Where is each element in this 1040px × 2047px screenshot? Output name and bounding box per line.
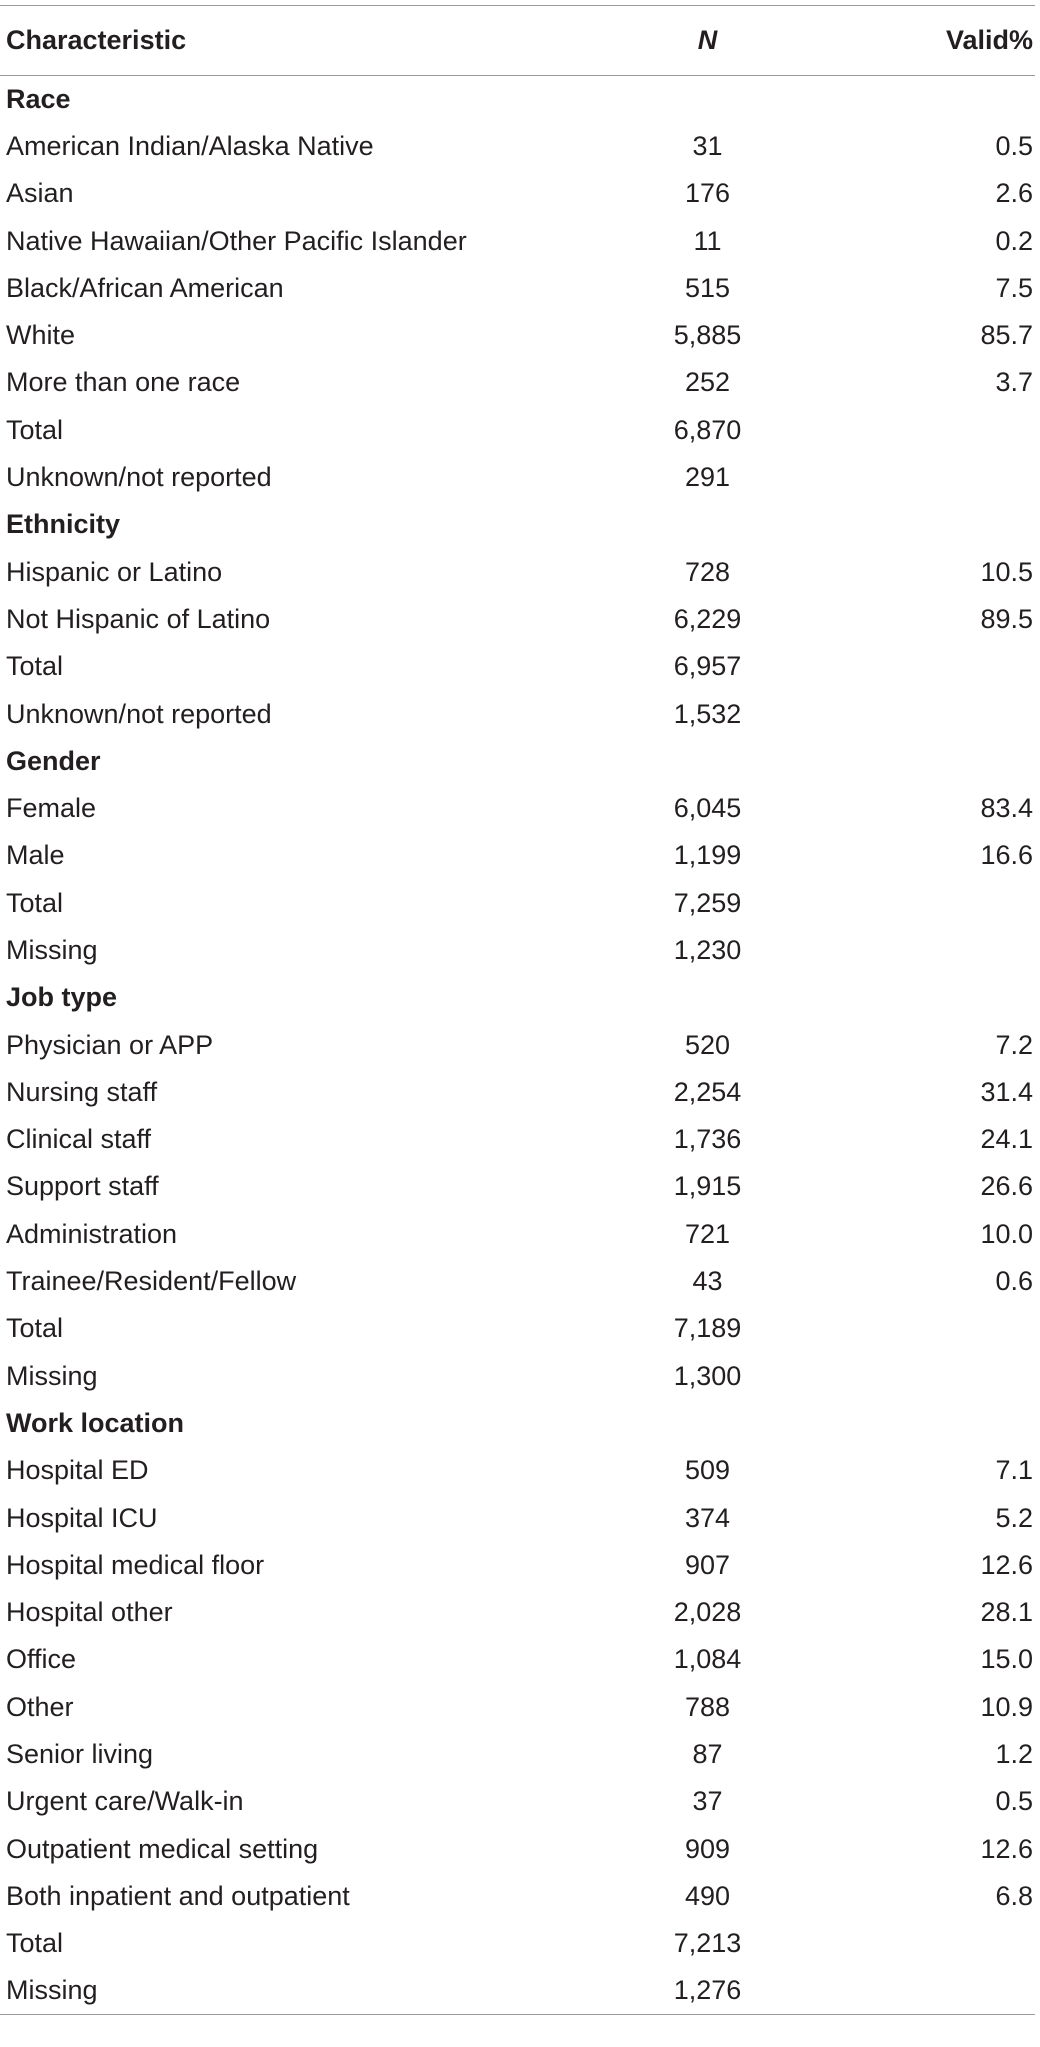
row-valid-percent: 16.6 <box>980 840 1033 871</box>
row-n-value: 907 <box>684 1549 731 1580</box>
row-label: Nursing staff <box>6 1076 158 1107</box>
row-valid-percent: 12.6 <box>980 1833 1033 1864</box>
row-n-value: 6,045 <box>673 793 742 824</box>
row-n-value: 5,885 <box>673 320 742 351</box>
table-header <box>0 6 1035 76</box>
section-header-row <box>0 76 1035 123</box>
table-row <box>0 1116 1035 1163</box>
section-header-row <box>0 1400 1035 1447</box>
row-valid-percent: 0.5 <box>995 1786 1033 1817</box>
table-row <box>0 1211 1035 1258</box>
row-label: American Indian/Alaska Native <box>6 130 374 161</box>
section-title: Work location <box>6 1407 185 1438</box>
row-label: Missing <box>6 1360 98 1391</box>
table-row <box>0 1873 1035 1920</box>
table-row <box>0 1636 1035 1683</box>
row-valid-percent <box>850 880 1035 927</box>
row-label: Total <box>6 1928 64 1959</box>
table-row <box>0 880 1035 927</box>
row-label: Hospital ICU <box>6 1502 158 1533</box>
row-label: Hispanic or Latino <box>6 556 223 587</box>
row-valid-percent: 31.4 <box>980 1076 1033 1107</box>
section-header-row <box>0 501 1035 548</box>
demographics-table-container <box>0 5 1035 2015</box>
row-n-value: 509 <box>684 1455 731 1486</box>
section-header-row <box>0 974 1035 1021</box>
section-title: Ethnicity <box>6 509 121 540</box>
row-label: Hospital other <box>6 1597 173 1628</box>
table-row <box>0 217 1035 264</box>
row-valid-percent <box>850 643 1035 690</box>
table-row <box>0 548 1035 595</box>
row-n-value: 1,230 <box>673 934 742 965</box>
table-row <box>0 690 1035 737</box>
table-row <box>0 312 1035 359</box>
row-valid-percent <box>850 927 1035 974</box>
row-n-value: 7,189 <box>673 1313 742 1344</box>
row-label: Outpatient medical setting <box>6 1833 319 1864</box>
row-label: Total <box>6 887 64 918</box>
row-valid-percent: 7.5 <box>995 272 1033 303</box>
row-valid-percent: 26.6 <box>980 1171 1033 1202</box>
row-n-value: 7,213 <box>673 1928 742 1959</box>
table-row <box>0 785 1035 832</box>
row-label: Not Hispanic of Latino <box>6 603 271 634</box>
table-row <box>0 1825 1035 1872</box>
row-label: Total <box>6 651 64 682</box>
table-row <box>0 1021 1035 1068</box>
row-valid-percent: 89.5 <box>980 603 1033 634</box>
row-n-value: 1,915 <box>673 1171 742 1202</box>
row-n-value: 7,259 <box>673 887 742 918</box>
row-n-value: 1,300 <box>673 1360 742 1391</box>
row-label: Support staff <box>6 1171 159 1202</box>
table-row <box>0 265 1035 312</box>
row-label: Total <box>6 1313 64 1344</box>
table-row <box>0 1353 1035 1400</box>
table-row <box>0 1494 1035 1541</box>
row-n-value: 6,957 <box>673 651 742 682</box>
row-n-value: 490 <box>684 1880 731 1911</box>
table-row <box>0 832 1035 879</box>
demographics-table <box>0 5 1035 2015</box>
table-row <box>0 1447 1035 1494</box>
table-row <box>0 1920 1035 1967</box>
row-valid-percent: 85.7 <box>980 320 1033 351</box>
row-n-value: 2,254 <box>673 1076 742 1107</box>
row-valid-percent <box>850 1353 1035 1400</box>
row-valid-percent: 6.8 <box>995 1880 1033 1911</box>
header-characteristic: Characteristic <box>0 6 565 76</box>
row-label: Male <box>6 840 65 871</box>
table-row <box>0 1967 1035 2014</box>
row-n-value: 1,736 <box>673 1124 742 1155</box>
row-label: Trainee/Resident/Fellow <box>6 1266 297 1297</box>
row-n-value: 31 <box>692 130 723 161</box>
row-label: Missing <box>6 934 98 965</box>
row-valid-percent <box>850 1305 1035 1352</box>
row-n-value: 374 <box>684 1502 731 1533</box>
row-n-value: 788 <box>684 1691 731 1722</box>
row-valid-percent: 5.2 <box>995 1502 1033 1533</box>
row-valid-percent <box>850 1967 1035 2014</box>
row-label: Asian <box>6 178 74 209</box>
row-n-value: 520 <box>684 1029 731 1060</box>
table-row <box>0 454 1035 501</box>
row-label: Unknown/not reported <box>6 462 272 493</box>
row-n-value: 1,532 <box>673 698 742 729</box>
table-row <box>0 123 1035 170</box>
row-valid-percent: 0.6 <box>995 1266 1033 1297</box>
row-valid-percent: 10.5 <box>980 556 1033 587</box>
row-valid-percent: 28.1 <box>980 1597 1033 1628</box>
table-row <box>0 170 1035 217</box>
header-row <box>0 6 1035 76</box>
row-label: Total <box>6 414 64 445</box>
row-n-value: 6,870 <box>673 414 742 445</box>
row-label: More than one race <box>6 367 241 398</box>
row-valid-percent <box>850 1920 1035 1967</box>
row-label: White <box>6 320 76 351</box>
header-n: N <box>565 6 850 76</box>
row-label: Female <box>6 793 97 824</box>
row-n-value: 515 <box>684 272 731 303</box>
table-row <box>0 1258 1035 1305</box>
row-n-value: 1,084 <box>673 1644 742 1675</box>
row-label: Unknown/not reported <box>6 698 272 729</box>
row-valid-percent: 10.9 <box>980 1691 1033 1722</box>
table-row <box>0 643 1035 690</box>
table-row <box>0 1305 1035 1352</box>
table-row <box>0 1731 1035 1778</box>
row-label: Clinical staff <box>6 1124 152 1155</box>
row-valid-percent <box>850 454 1035 501</box>
row-n-value: 291 <box>684 462 731 493</box>
row-n-value: 37 <box>692 1786 723 1817</box>
row-label: Both inpatient and outpatient <box>6 1880 350 1911</box>
row-label: Urgent care/Walk-in <box>6 1786 244 1817</box>
row-label: Office <box>6 1644 77 1675</box>
section-title: Job type <box>6 982 118 1013</box>
row-label: Physician or APP <box>6 1029 214 1060</box>
row-label: Native Hawaiian/Other Pacific Islander <box>6 225 467 256</box>
row-valid-percent: 1.2 <box>995 1739 1033 1770</box>
row-label: Black/African American <box>6 272 284 303</box>
row-valid-percent: 10.0 <box>980 1218 1033 1249</box>
row-valid-percent: 83.4 <box>980 793 1033 824</box>
table-row <box>0 596 1035 643</box>
row-valid-percent: 15.0 <box>980 1644 1033 1675</box>
row-label: Administration <box>6 1218 178 1249</box>
row-label: Hospital ED <box>6 1455 149 1486</box>
row-n-value: 721 <box>684 1218 731 1249</box>
row-n-value: 1,199 <box>673 840 742 871</box>
section-title: Race <box>6 83 71 114</box>
row-valid-percent: 0.2 <box>995 225 1033 256</box>
row-valid-percent: 3.7 <box>995 367 1033 398</box>
table-row <box>0 407 1035 454</box>
row-n-value: 2,028 <box>673 1597 742 1628</box>
table-row <box>0 1684 1035 1731</box>
row-n-value: 909 <box>684 1833 731 1864</box>
table-row <box>0 359 1035 406</box>
row-label: Missing <box>0 1967 565 2014</box>
row-n-value: 6,229 <box>673 603 742 634</box>
table-row <box>0 927 1035 974</box>
row-n-value: 252 <box>684 367 731 398</box>
row-label: Hospital medical floor <box>6 1549 265 1580</box>
row-n-value: 176 <box>684 178 731 209</box>
table-row <box>0 1163 1035 1210</box>
row-valid-percent: 12.6 <box>980 1549 1033 1580</box>
section-header-row <box>0 738 1035 785</box>
header-valid-percent: Valid% <box>850 6 1035 76</box>
row-label: Other <box>6 1691 74 1722</box>
row-valid-percent <box>850 690 1035 737</box>
row-label: Senior living <box>6 1739 154 1770</box>
table-row <box>0 1778 1035 1825</box>
row-n-value: 43 <box>692 1266 723 1297</box>
table-row <box>0 1542 1035 1589</box>
row-n-value: 11 <box>693 225 722 256</box>
row-valid-percent: 7.1 <box>995 1455 1033 1486</box>
row-valid-percent: 0.5 <box>995 130 1033 161</box>
row-valid-percent: 7.2 <box>995 1029 1033 1060</box>
row-valid-percent: 2.6 <box>995 178 1033 209</box>
table-row <box>0 1589 1035 1636</box>
table-row <box>0 1069 1035 1116</box>
table-body <box>0 76 1035 2015</box>
row-valid-percent: 24.1 <box>980 1124 1033 1155</box>
row-n-value: 728 <box>684 556 731 587</box>
row-valid-percent <box>850 407 1035 454</box>
section-title: Gender <box>6 745 101 776</box>
row-n-value: 1,276 <box>565 1967 850 2014</box>
row-n-value: 87 <box>692 1739 723 1770</box>
